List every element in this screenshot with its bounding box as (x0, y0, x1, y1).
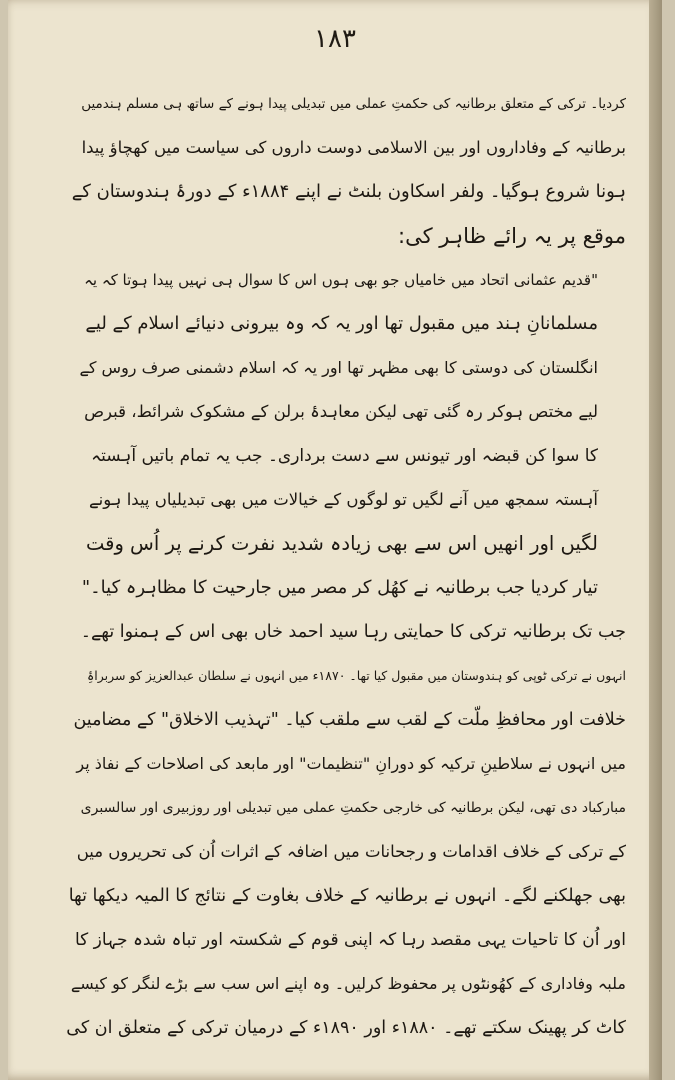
text-line: کردیا۔ ترکی کے متعلق برطانیہ کی حکمتِ عملی میں تبدیلی پیدا ہونے کے ساتھ ہی مسلم ہندمیں (81, 96, 626, 112)
book-page (8, 0, 662, 1080)
text-line: بھی جھلکنے لگے۔ انہوں نے برطانیہ کے خلاف بغاوت کے نتائج کا المیہ دیکھا تھا (68, 886, 626, 906)
text-line: جب تک برطانیہ ترکی کا حمایتی رہا سید احمد خاں بھی اس کے ہمنوا تھے۔ (80, 622, 626, 642)
page-edge-shadow (649, 0, 662, 1080)
quote-line: مسلمانانِ ہند میں مقبول تھا اور یہ کہ وہ بیرونی دنیائے اسلام کے لیے (85, 313, 598, 334)
quote-line: انگلستان کی دوستی کا بھی مظہر تھا اور یہ کہ اسلام دشمنی صرف روس کے (79, 358, 598, 377)
text-line: اور اُن کا تاحیات یہی مقصد رہا کہ اپنی قوم کے شکستہ اور تباہ شدہ جہاز کا (75, 930, 626, 950)
quote-line: لیے مختص ہوکر رہ گئی تھی لیکن معاہدۂ برلن کے مشکوک شرائط، قبرص (84, 402, 598, 421)
text-line: خلافت اور محافظِ ملّت کے لقب سے ملقب کیا۔ "تہذیب الاخلاق" کے مضامین (73, 710, 626, 730)
text-line: ہونا شروع ہوگیا۔ ولفر اسکاون بلنٹ نے اپنے ۱۸۸۴ء کے دورۂ ہندوستان کے (71, 181, 626, 202)
text-line: ملبہ وفاداری کے کھُونٹوں پر محفوظ کرلیں۔ وہ اپنے اس سب سے بڑے لنگر کو کیسے (70, 974, 626, 993)
text-line: کاٹ کر پھینک سکتے تھے۔ ۱۸۸۰ء اور ۱۸۹۰ء کے درمیان ترکی کے متعلق ان کی (66, 1018, 626, 1038)
page-number: ١٨٣ (314, 24, 356, 54)
quote-line: تیار کردیا جب برطانیہ نے کھُل کر مصر میں جارحیت کا مظاہرہ کیا۔" (81, 577, 598, 598)
quote-line: "قدیم عثمانی اتحاد میں خامیاں جو بھی ہوں اس کا سوال ہی نہیں پیدا ہوتا کہ یہ (84, 271, 598, 289)
quote-line: کا سوا کن قبضہ اور تیونس سے دست برداری۔ جب یہ تمام باتیں آہستہ (91, 446, 598, 466)
text-line: انہوں نے ترکی ٹوپی کو ہندوستان میں مقبول کیا تھا۔ ۱۸۷۰ء میں انہوں نے سلطان عبدالعزیز کو سربراۂِ (86, 668, 626, 683)
text-line: برطانیہ کے وفاداروں اور بین الاسلامی دوست داروں کی سیاست میں کھچاؤ پیدا (81, 138, 626, 157)
quote-line: لگیں اور انھیں اس سے بھی زیادہ شدید نفرت کرنے پر اُس وقت (85, 532, 598, 555)
text-line: میں انہوں نے سلاطینِ ترکیہ کو دورانِ "تنظیمات" اور مابعد کی اصلاحات کے نفاذ پر (76, 754, 626, 773)
text-line: مبارکباد دی تھی، لیکن برطانیہ کی خارجی حکمتِ عملی میں تبدیلی اور روزبیری اور سالسبری (80, 800, 626, 816)
page-text-body (66, 82, 626, 1050)
quote-line: آہستہ سمجھ میں آنے لگیں تو لوگوں کے خیالات میں بھی تبدیلیاں پیدا ہونے (89, 490, 598, 509)
text-line: کے ترکی کے خلاف اقدامات و رجحانات میں اضافہ کے اثرات اُن کی تحریروں میں (76, 842, 626, 861)
text-line: موقع پر یہ رائے ظاہر کی: (398, 224, 626, 248)
